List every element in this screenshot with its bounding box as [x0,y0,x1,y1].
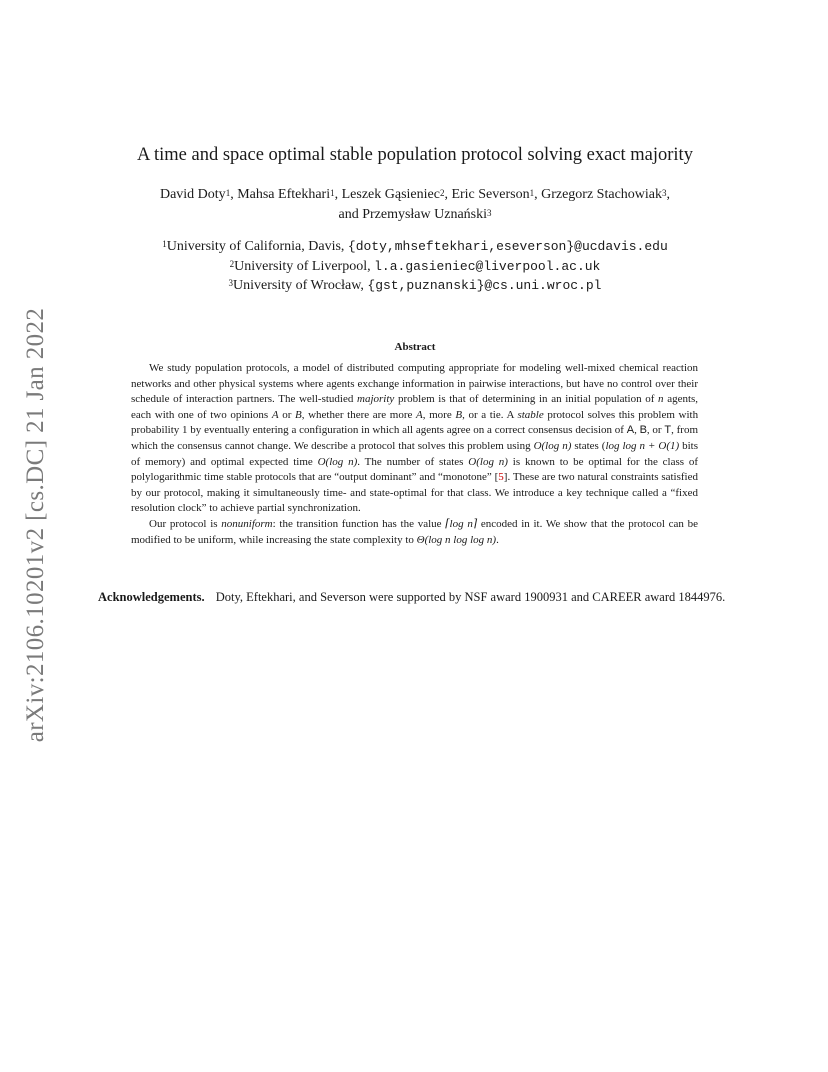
math-expression: ⌈log n⌉ [445,517,478,530]
author-affil-mark: 2 [439,188,445,198]
math-expression: O(log n) [533,439,572,452]
abstract-text: : the transition function has the value [272,517,442,530]
affiliation-mark: 1 [162,239,167,249]
math-variable: n [658,393,664,406]
abstract-text: is known to be optimal for the class of polylogarithmic time stable protocols that are “output dominant” and “monotone” [ [131,455,699,484]
affiliation-email: l.a.gasieniec@liverpool.ac.uk [374,258,601,274]
author-conjunction: and [338,207,359,222]
affiliation-2 [98,257,732,277]
affiliation-3 [98,276,732,296]
paper-title: A time and space optimal stable population protocol solving exact majority [137,145,693,165]
author-name: Grzegorz Stachowiak [541,187,663,202]
math-variable: A [416,408,423,421]
abstract-text: . [496,533,499,546]
acknowledgements-section [98,589,732,606]
emphasis: majority [357,393,395,406]
author-affil-mark: 1 [330,188,335,198]
abstract-text: . The number of states [357,455,464,468]
math-expression: log log n + O(1) [605,439,680,452]
author-name: Mahsa Eftekhari [237,187,331,202]
abstract-text: , [634,424,637,437]
output-symbol: T [664,424,672,437]
abstract-text: or [282,408,292,421]
affiliation-name: University of Liverpool, [234,258,371,274]
author-affil-mark: 3 [662,188,667,198]
author-name: David Doty [159,187,226,202]
emphasis: nonuniform [221,517,273,530]
author-list [98,185,732,225]
affiliation-list [98,237,732,296]
abstract-text: , or a tie. A [462,408,514,421]
output-symbol: B [639,424,647,437]
abstract-text: agents, each with one of two opinions [131,393,699,421]
abstract-text: Our protocol is [149,517,218,530]
abstract-text: protocol solves this problem with probability 1 by eventually entering a configuration in which all agents agree on a correct consensus decision of [131,408,699,437]
author-name: Leszek Gąsieniec [341,187,440,202]
arxiv-identifier: arXiv:2106.10201v2 [cs.DC] 21 Jan 2022 [22,307,49,743]
affiliation-mark: 3 [228,278,234,288]
abstract-text: , whether there are more [301,408,413,421]
abstract-text: , from which the consensus cannot change. We describe a protocol that solves this problem using [131,424,699,452]
arxiv-side-stamp [12,290,60,760]
abstract-text: We study population protocols, a model of distributed computing appropriate for modeling well-mixed chemical reaction networks and other physical systems where agents exchange information in pairwise interactions, but have no control over their schedule of interaction partners. The well-studied [131,362,698,406]
abstract-paragraph-2 [131,517,698,548]
math-variable: A [271,408,279,421]
math-variable: B [455,408,463,421]
abstract-text: states ( [574,439,606,452]
author-name: Eric Severson [451,187,530,202]
abstract-text: encoded in it. We show that the protocol can be modified to be uniform, while increasing the state complexity to [131,517,699,546]
abstract-text: problem is that of determining in an initial population of [397,393,655,406]
affiliation-email: {gst,puznanski}@cs.uni.wroc.pl [367,278,602,293]
affiliation-mark: 2 [229,258,235,269]
acknowledgements-text: Doty, Eftekhari, and Severson were supported by NSF award 1900931 and CAREER award 1844976. [215,590,726,604]
abstract-text: , more [422,408,452,421]
math-expression: Θ(log n log log n) [416,533,497,546]
author-affil-mark: 1 [529,188,535,198]
author-line-1: David Doty$^1$, Mahsa Eftekhari$^1$, Leszek Gąsieniec$^2$, Eric Severson$^1$, Grzegorz Stachowiak$^3$, [159,187,671,202]
emphasis: stable [517,408,544,421]
author-line-2 [98,205,732,225]
math-variable: B [295,408,302,421]
math-expression: O(log n) [317,455,358,468]
math-expression: O(log n) [468,455,508,468]
citation-link[interactable]: 5 [498,471,504,484]
abstract-heading: Abstract [394,341,436,353]
author-affil-mark: 1 [225,188,231,198]
acknowledgements-heading: Acknowledgements. [98,590,205,604]
author-affil-mark: 3 [487,208,492,218]
author-name: Przemysław Uznański [362,207,488,222]
abstract-paragraph-1 [131,361,698,517]
output-symbol: A [626,424,635,437]
affiliation-email: {doty,mhseftekhari,eseverson}@ucdavis.edu [347,239,668,254]
abstract-text: , or [646,424,662,437]
abstract-text: ]. These are two natural constraints satisfied by our protocol, making it simultaneously time- and state-optimal for that class. We introduce a key technique called a “fixed resolution clock” to achieve partial synchronization. [131,471,698,515]
affiliation-name: University of California, Davis, [166,239,345,254]
affiliation-1 [98,237,732,257]
abstract-text: bits of memory) and optimal expected time [131,439,699,468]
abstract-body [131,361,698,548]
affiliation-name: University of Wrocław, [233,278,364,293]
